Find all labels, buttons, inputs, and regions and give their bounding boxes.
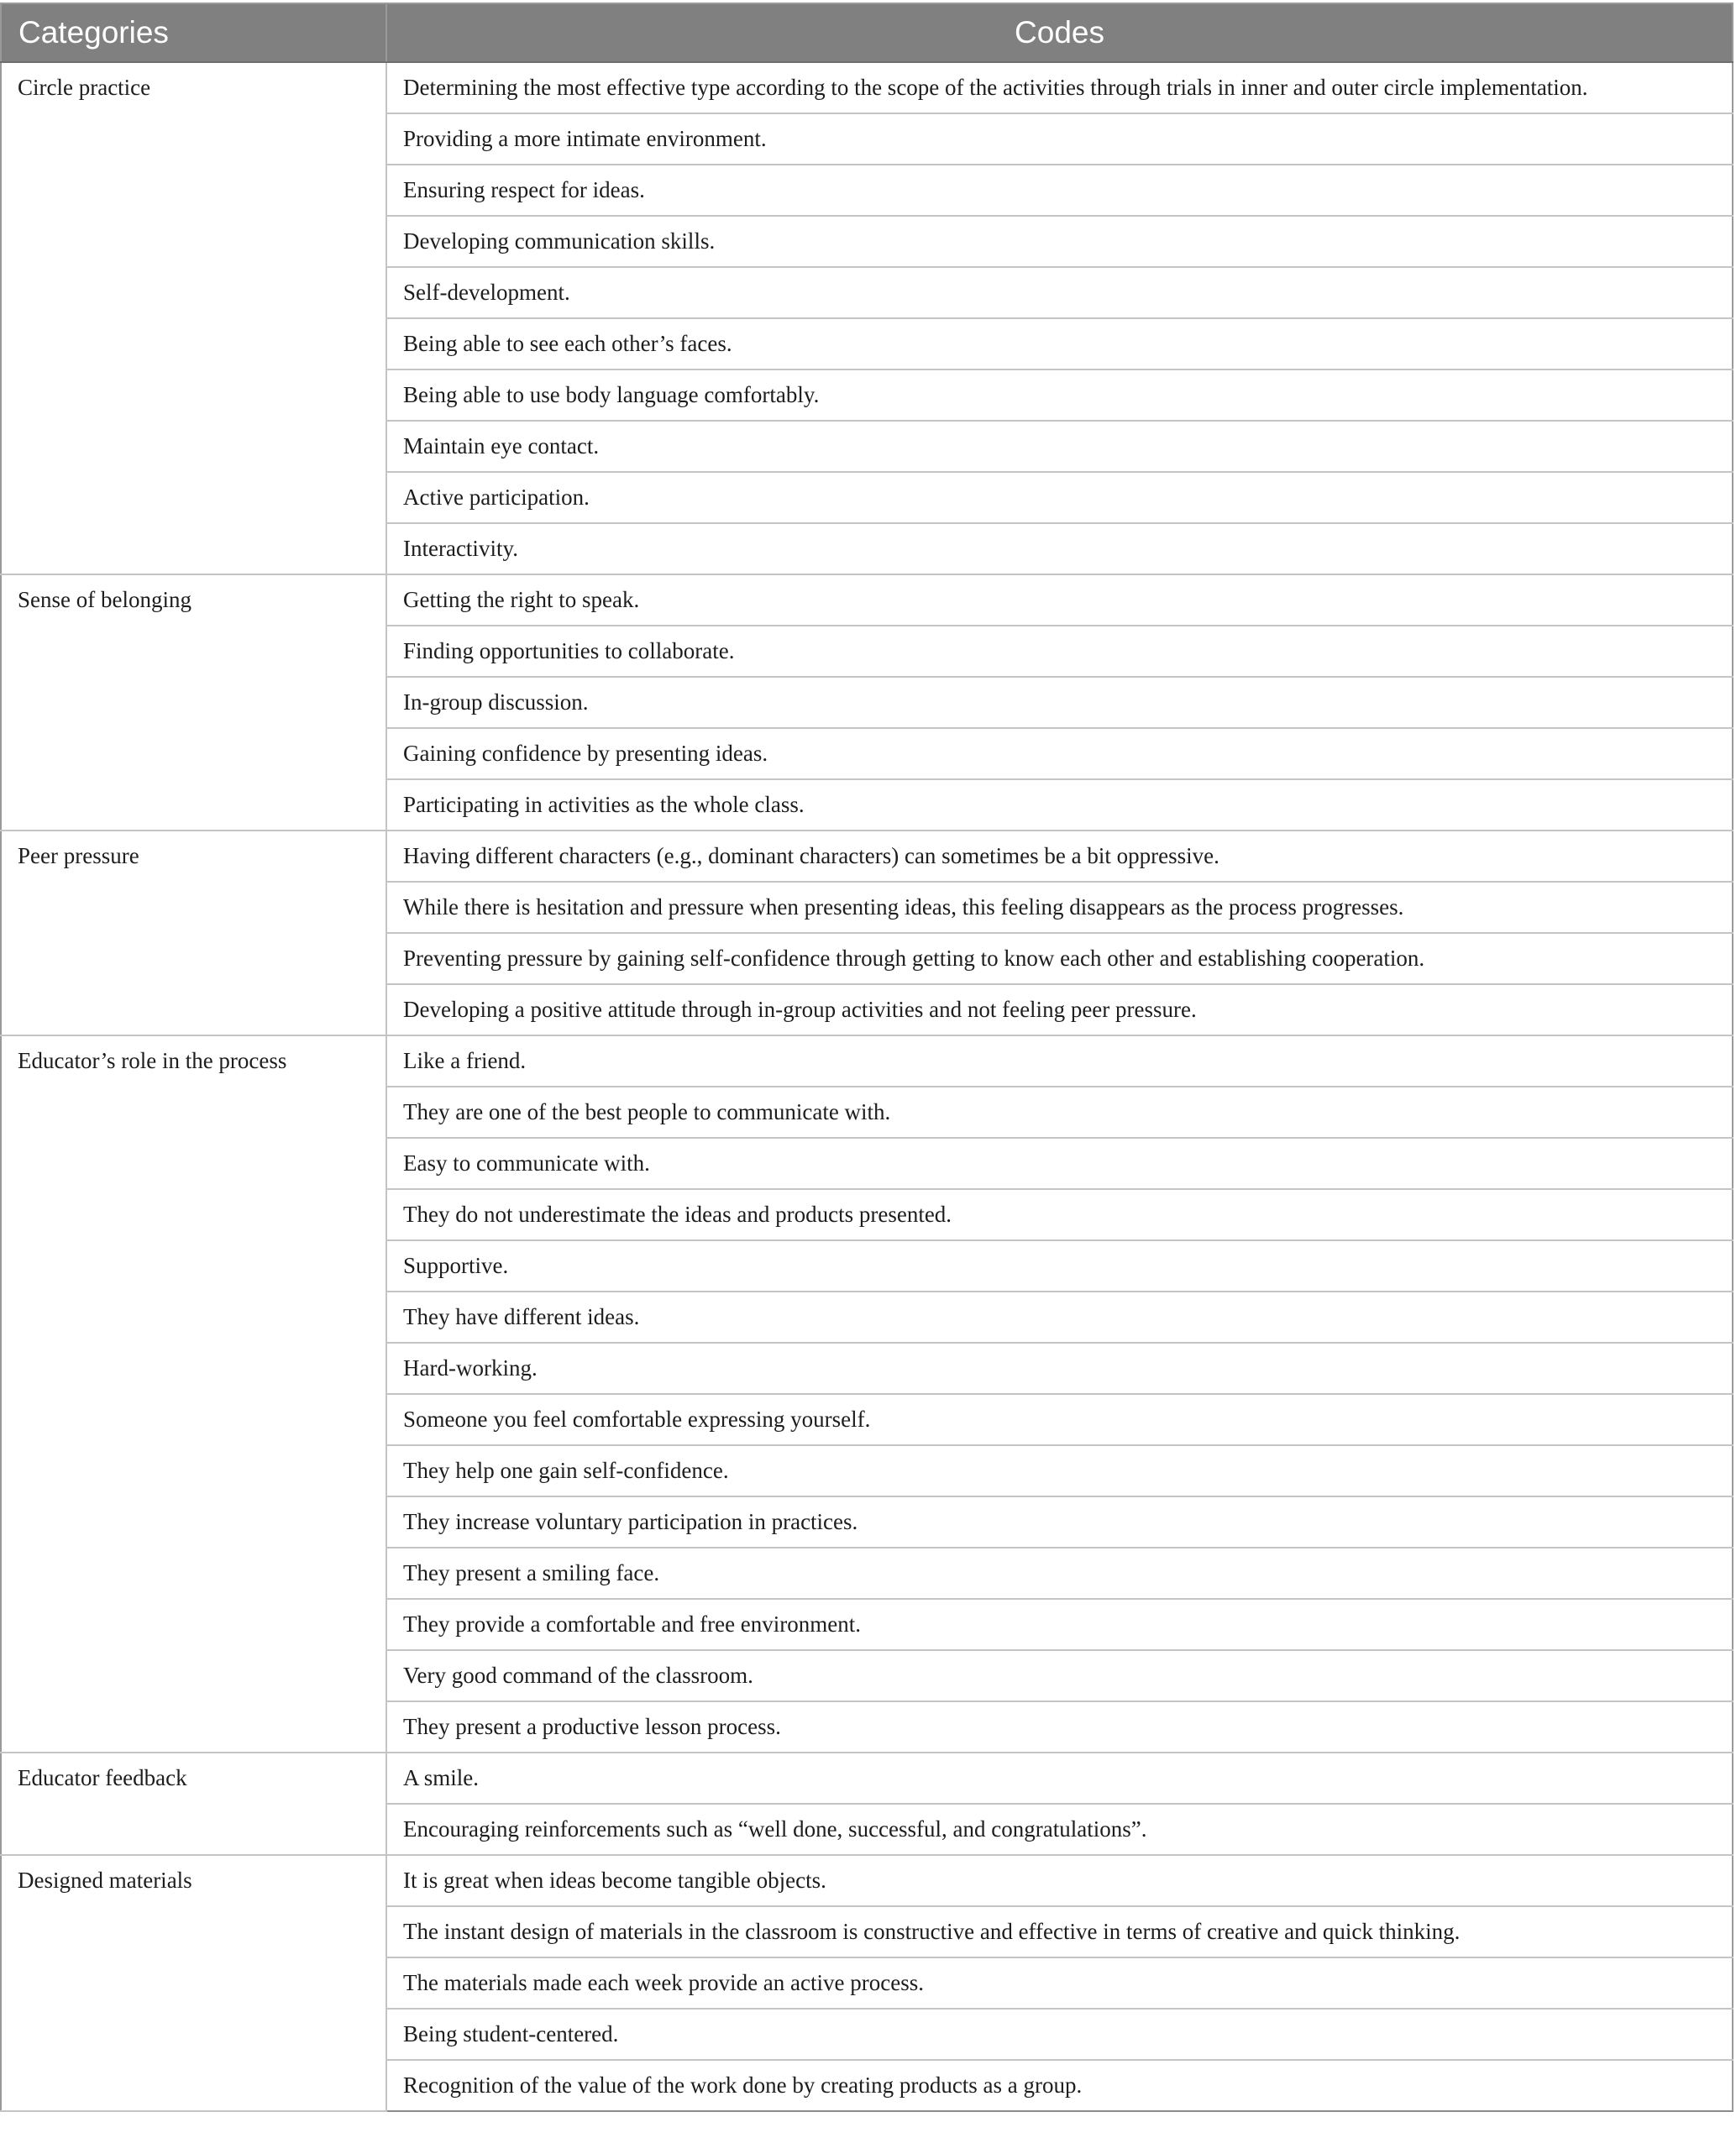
code-cell: Someone you feel comfortable expressing yourself.: [386, 1394, 1733, 1445]
header-categories: Categories: [1, 3, 386, 62]
code-cell: Encouraging reinforcements such as “well done, successful, and congratulations”.: [386, 1804, 1733, 1855]
category-cell: Designed materials: [1, 1855, 386, 2111]
code-cell: Developing a positive attitude through in-group activities and not feeling peer pressure.: [386, 984, 1733, 1035]
code-cell: Being able to use body language comfortably.: [386, 369, 1733, 421]
code-cell: Determining the most effective type according to the scope of the activities through trials in inner and outer circle implementation.: [386, 62, 1733, 113]
code-cell: Like a friend.: [386, 1035, 1733, 1087]
code-cell: They do not underestimate the ideas and products presented.: [386, 1189, 1733, 1240]
code-cell: Finding opportunities to collaborate.: [386, 626, 1733, 677]
code-cell: Providing a more intimate environment.: [386, 113, 1733, 165]
code-cell: Self-development.: [386, 267, 1733, 318]
code-cell: The instant design of materials in the classroom is constructive and effective in terms of creative and quick thinking.: [386, 1906, 1733, 1957]
category-cell: Educator feedback: [1, 1753, 386, 1855]
code-cell: While there is hesitation and pressure when presenting ideas, this feeling disappears as the process progresses.: [386, 882, 1733, 933]
table-row: [1, 62, 1733, 113]
code-cell: The materials made each week provide an active process.: [386, 1957, 1733, 2009]
code-cell: They have different ideas.: [386, 1292, 1733, 1343]
table-row: [1, 1753, 1733, 1804]
code-cell: They present a smiling face.: [386, 1548, 1733, 1599]
table-row: [1, 831, 1733, 882]
code-cell: Interactivity.: [386, 523, 1733, 574]
code-cell: Supportive.: [386, 1240, 1733, 1292]
code-cell: Preventing pressure by gaining self-confidence through getting to know each other and establishing cooperation.: [386, 933, 1733, 984]
code-cell: Developing communication skills.: [386, 216, 1733, 267]
code-cell: Very good command of the classroom.: [386, 1650, 1733, 1701]
code-cell: It is great when ideas become tangible objects.: [386, 1855, 1733, 1906]
categories-codes-table: [0, 3, 1733, 2112]
code-cell: Participating in activities as the whole class.: [386, 779, 1733, 831]
code-cell: They are one of the best people to communicate with.: [386, 1087, 1733, 1138]
code-cell: Getting the right to speak.: [386, 574, 1733, 626]
code-cell: They help one gain self-confidence.: [386, 1445, 1733, 1496]
code-cell: They present a productive lesson process.: [386, 1701, 1733, 1753]
table-row: [1, 1855, 1733, 1906]
category-cell: Sense of belonging: [1, 574, 386, 831]
code-cell: A smile.: [386, 1753, 1733, 1804]
table-container: [0, 3, 1732, 2112]
table-row: [1, 574, 1733, 626]
code-cell: Gaining confidence by presenting ideas.: [386, 728, 1733, 779]
code-cell: Hard-working.: [386, 1343, 1733, 1394]
code-cell: Ensuring respect for ideas.: [386, 165, 1733, 216]
code-cell: They provide a comfortable and free environment.: [386, 1599, 1733, 1650]
category-cell: Circle practice: [1, 62, 386, 574]
code-cell: Having different characters (e.g., dominant characters) can sometimes be a bit oppressive.: [386, 831, 1733, 882]
code-cell: Being student-centered.: [386, 2009, 1733, 2060]
code-cell: In-group discussion.: [386, 677, 1733, 728]
category-cell: Peer pressure: [1, 831, 386, 1035]
code-cell: Active participation.: [386, 472, 1733, 523]
code-cell: They increase voluntary participation in practices.: [386, 1496, 1733, 1548]
code-cell: Being able to see each other’s faces.: [386, 318, 1733, 369]
code-cell: Maintain eye contact.: [386, 421, 1733, 472]
header-codes: Codes: [386, 3, 1733, 62]
category-cell: Educator’s role in the process: [1, 1035, 386, 1753]
table-row: [1, 1035, 1733, 1087]
table-header-row: [1, 3, 1733, 62]
table-body: [1, 62, 1733, 2111]
code-cell: Recognition of the value of the work done by creating products as a group.: [386, 2060, 1733, 2111]
code-cell: Easy to communicate with.: [386, 1138, 1733, 1189]
